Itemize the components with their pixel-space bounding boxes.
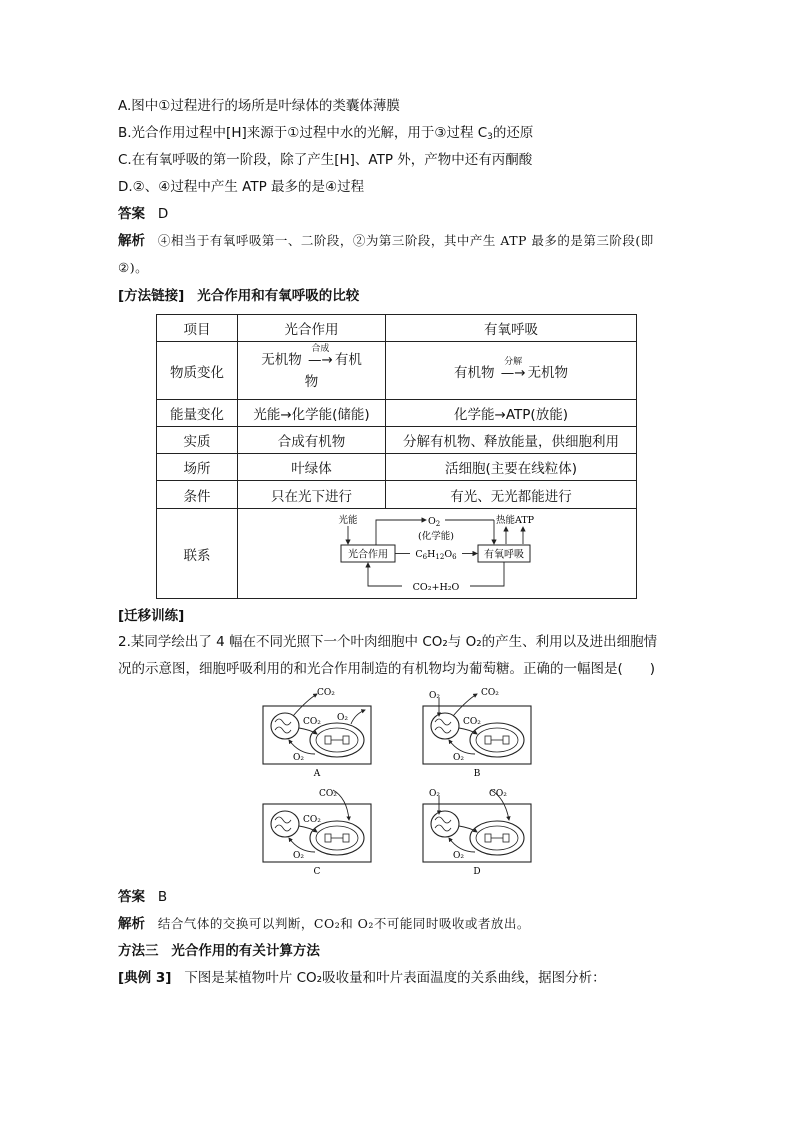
o2-label: $O_2$ <box>428 515 441 528</box>
figure-d-label: D <box>473 867 481 876</box>
answer-2-value: B <box>157 889 168 905</box>
answer-2-label: 答案 <box>118 889 145 905</box>
analysis-1-label: 解析 <box>118 233 145 249</box>
row-material-resp <box>386 342 637 400</box>
co2-loop-left <box>368 563 402 586</box>
analysis-1 <box>118 231 654 251</box>
figure-d-mitochondrion <box>431 811 459 837</box>
synthesis-arrow-label: 合成 <box>311 343 330 354</box>
example-3-bracket: [典例 3] <box>118 970 172 986</box>
answer-1 <box>118 204 168 224</box>
method-link-bracket: [方法链接] <box>118 288 185 304</box>
figure-b-mitochondrion <box>431 713 459 739</box>
figure-b-o2-in: O₂ <box>453 753 464 763</box>
table-row-link <box>157 509 637 599</box>
table-header-item: 项目 <box>157 315 238 342</box>
method-3-label: 方法三 <box>118 943 159 959</box>
glucose-label: $C_6H_{12}O_6$ <box>415 548 457 561</box>
figure-d <box>423 789 531 876</box>
figure-c <box>263 789 371 876</box>
figure-a-mitochondrion <box>271 713 299 739</box>
figure-a-co2-out: CO₂ <box>317 688 335 698</box>
row-site-photo: 叶绿体 <box>238 454 386 481</box>
analysis-1-line1: ④相当于有氧呼吸第一、二阶段，②为第三阶段，其中产生 ATP 最多的是第三阶段(即 <box>157 233 654 248</box>
co2-loop-right <box>470 562 504 586</box>
transfer-heading <box>118 606 184 626</box>
figure-c-mitochondrion <box>271 811 299 837</box>
option-b-pre: B.光合作用过程中[H]来源于①过程中水的光解，用于③过程 C <box>118 125 488 141</box>
light-label: 光能 <box>338 514 358 526</box>
resp-box-label: 有氧呼吸 <box>484 549 525 560</box>
answer-1-value: D <box>157 206 169 222</box>
row-energy-item: 能量变化 <box>157 400 238 427</box>
option-d: D.②、④过程中产生 ATP 最多的是④过程 <box>118 179 365 195</box>
analysis-2-label: 解析 <box>118 916 145 932</box>
figure-b-co2-in: CO₂ <box>463 717 481 727</box>
table-row-energy <box>157 400 637 427</box>
decompose-arrow: 分解 —→ <box>499 365 528 381</box>
table-row-condition <box>157 481 637 509</box>
row-energy-photo: 光能→化学能(储能) <box>238 400 386 427</box>
question-2-line1: 2.某同学绘出了 4 幅在不同光照下一个叶肉细胞中 CO₂与 O₂的产生、利用以及进出细胞情 <box>118 634 658 650</box>
answer-1-label: 答案 <box>118 206 145 222</box>
method-link-title: 光合作用和有氧呼吸的比较 <box>197 288 360 304</box>
synthesis-arrow: 合成 —→ <box>306 349 335 371</box>
decompose-arrow-label: 分解 <box>504 356 523 367</box>
row-site-resp: 活细胞(主要在线粒体) <box>386 454 637 481</box>
photo-material-post2: 物 <box>304 373 319 390</box>
row-link-item: 联系 <box>157 509 238 599</box>
table-header-row <box>157 315 637 342</box>
figure-a-co2-in: CO₂ <box>303 717 321 727</box>
figure-d-o2-in-top: O₂ <box>429 789 440 799</box>
row-essence-photo: 合成有机物 <box>238 427 386 454</box>
row-site-item: 场所 <box>157 454 238 481</box>
method-3-title: 光合作用的有关计算方法 <box>171 943 320 959</box>
method-3-heading <box>118 941 320 961</box>
figure-b-co2-out: CO₂ <box>481 688 499 698</box>
row-material-item: 物质变化 <box>157 342 238 400</box>
figure-b-o2-in-top: O₂ <box>429 691 440 701</box>
row-condition-resp: 有光、无光都能进行 <box>386 481 637 509</box>
link-diagram-cell <box>238 509 637 599</box>
option-c: C.在有氧呼吸的第一阶段，除了产生[H]、ATP 外，产物中还有丙酮酸 <box>118 152 533 168</box>
row-material-photo <box>238 342 386 400</box>
row-condition-photo: 只在光下进行 <box>238 481 386 509</box>
resp-material-post: 无机物 <box>527 364 569 381</box>
table-row-site <box>157 454 637 481</box>
question-2-line2: 况的示意图，细胞呼吸利用的和光合作用制造的有机物均为葡萄糖。正确的一幅图是( ) <box>118 661 656 677</box>
comparison-table <box>156 314 637 599</box>
answer-2 <box>118 887 167 907</box>
analysis-2 <box>118 914 530 934</box>
option-b-sub: 3 <box>487 132 493 142</box>
link-diagram <box>238 510 634 598</box>
row-condition-item: 条件 <box>157 481 238 509</box>
table-header-resp: 有氧呼吸 <box>386 315 637 342</box>
example-3-text: 下图是某植物叶片 CO₂吸收量和叶片表面温度的关系曲线，据图分析： <box>184 970 606 986</box>
photo-box-label: 光合作用 <box>348 549 389 560</box>
figure-c-o2-in: O₂ <box>293 851 304 861</box>
figure-c-co2-in-top: CO₂ <box>319 789 337 799</box>
figure-c-co2-in: CO₂ <box>303 815 321 825</box>
analysis-2-text: 结合气体的交换可以判断，CO₂和 O₂不可能同时吸收或者放出。 <box>157 916 530 931</box>
figure-a-o2-in: O₂ <box>293 753 304 763</box>
photo-material-pre: 无机物 <box>261 351 302 368</box>
option-b-post: 的还原 <box>492 125 534 141</box>
table-header-photo: 光合作用 <box>238 315 386 342</box>
figure-b <box>423 688 531 779</box>
figure-a <box>263 688 371 779</box>
example-3 <box>118 968 606 988</box>
figure-a-label: A <box>313 769 321 779</box>
row-essence-resp: 分解有机物、释放能量，供细胞利用 <box>386 427 637 454</box>
cell-figures <box>255 686 545 876</box>
resp-material-pre: 有机物 <box>453 364 495 381</box>
figure-b-label: B <box>473 769 481 779</box>
heat-atp-label: 热能ATP <box>496 514 535 526</box>
analysis-1-line2: ②)。 <box>118 260 149 275</box>
figure-a-o2-out: O₂ <box>337 713 348 723</box>
figure-d-o2-in: O₂ <box>453 851 464 861</box>
row-energy-resp: 化学能→ATP(放能) <box>386 400 637 427</box>
photo-material-post: 有机 <box>334 351 362 368</box>
option-a: A.图中①过程进行的场所是叶绿体的类囊体薄膜 <box>118 98 400 114</box>
figure-c-label: C <box>313 867 321 876</box>
chem-energy-label: (化学能) <box>418 530 454 542</box>
table-row-material <box>157 342 637 400</box>
transfer-bracket: [迁移训练] <box>118 608 185 624</box>
co2-h2o-label: CO₂+H₂O <box>412 581 460 593</box>
row-essence-item: 实质 <box>157 427 238 454</box>
option-b <box>118 123 533 147</box>
figure-d-co2-in-top: CO₂ <box>489 789 507 799</box>
method-link-heading <box>118 286 359 306</box>
table-row-essence <box>157 427 637 454</box>
